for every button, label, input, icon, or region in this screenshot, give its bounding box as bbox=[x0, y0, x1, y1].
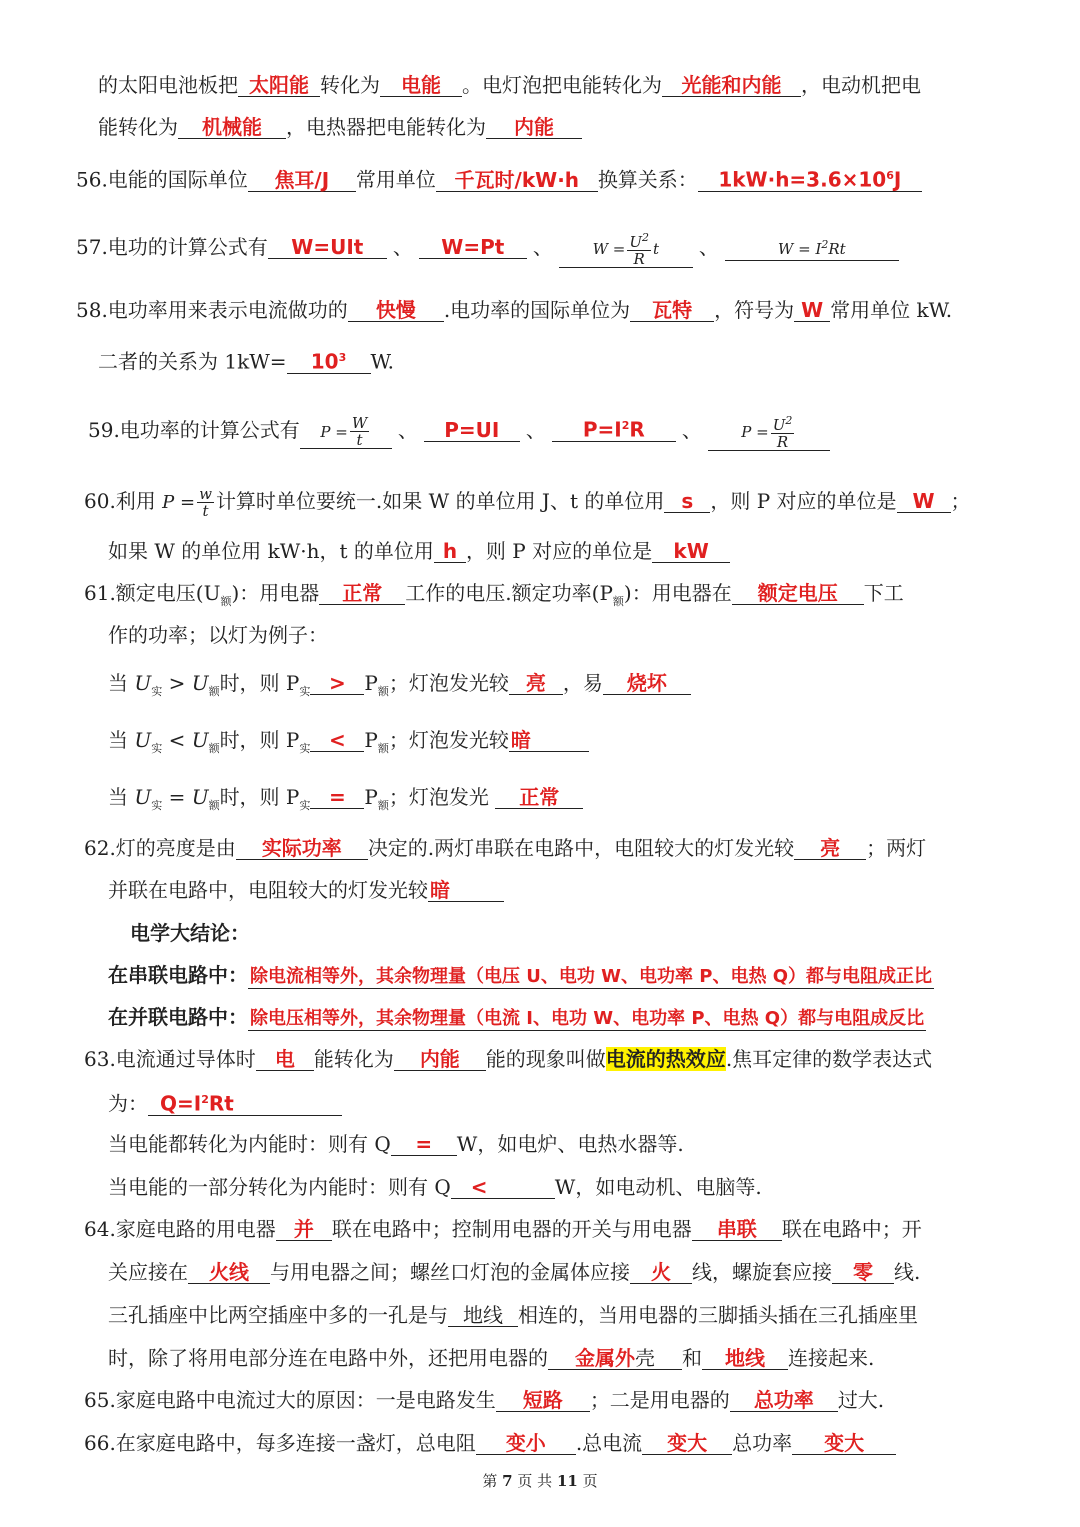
subscript: 实 bbox=[151, 799, 163, 812]
text: 为： bbox=[108, 1091, 148, 1116]
text: ，则 P 对应的单位是 bbox=[465, 539, 653, 563]
formula-text: W = I bbox=[777, 240, 822, 258]
text: 时，则 P bbox=[219, 785, 300, 809]
text-line bbox=[98, 72, 921, 98]
highlighted-term: 电流的热效应 bbox=[605, 1047, 726, 1071]
denominator: R bbox=[776, 433, 789, 451]
denominator: t bbox=[356, 431, 363, 449]
answer-text: J bbox=[893, 167, 902, 192]
answer-blank: 火 bbox=[630, 1261, 692, 1284]
answer-blank: 内能 bbox=[486, 116, 582, 139]
text: ；灯泡发光 bbox=[388, 785, 489, 809]
page-number: 7 bbox=[502, 1472, 513, 1490]
text: ，电动机把电 bbox=[801, 73, 921, 97]
text: 63.电流通过导体时 bbox=[84, 1047, 256, 1071]
text: 当 bbox=[108, 785, 128, 809]
page-footer bbox=[0, 1470, 1080, 1491]
text: ；两灯 bbox=[866, 836, 927, 860]
footer-text: 第 bbox=[482, 1472, 498, 1490]
numerator: w bbox=[199, 485, 212, 503]
answer-blank: 电能 bbox=[380, 74, 462, 97]
question-66 bbox=[84, 1430, 896, 1456]
answer-blank: 亮 bbox=[794, 837, 866, 860]
numerator: U bbox=[772, 416, 786, 434]
answer-blank: = bbox=[391, 1133, 457, 1156]
question-64 bbox=[84, 1216, 922, 1242]
answer-blank: W bbox=[897, 490, 951, 513]
denominator: R bbox=[633, 250, 645, 268]
variable: U bbox=[191, 728, 209, 752]
text: 61.额定电压(U bbox=[84, 581, 221, 605]
text-line bbox=[108, 1131, 684, 1157]
operator: > bbox=[168, 671, 186, 695]
answer-blank: h bbox=[434, 540, 466, 563]
fraction bbox=[350, 415, 369, 448]
subscript: 额 bbox=[220, 595, 232, 608]
text: ，符号为 bbox=[714, 298, 795, 322]
denominator: t bbox=[202, 502, 209, 520]
text-line bbox=[98, 114, 582, 140]
answer-blank: 正常 bbox=[319, 582, 405, 605]
question-63 bbox=[84, 1046, 932, 1072]
answer-text: 金属外 bbox=[575, 1346, 635, 1370]
text: 计算时单位要统一.如果 W 的单位用 J、t 的单位用 bbox=[215, 489, 665, 513]
formula-text: P = bbox=[320, 423, 348, 441]
text: 能转化为 bbox=[313, 1047, 394, 1071]
answer-blank: 并 bbox=[276, 1218, 332, 1241]
superscript: 2 bbox=[785, 414, 793, 427]
text: 联在电路中；控制用电器的开关与用电器 bbox=[331, 1217, 692, 1241]
separator: 、 bbox=[392, 235, 413, 259]
answer-text: R bbox=[629, 418, 645, 442]
condition-line bbox=[108, 784, 583, 819]
formula-blank bbox=[559, 230, 693, 268]
text: 转化为 bbox=[320, 73, 380, 97]
answer-blank: 亮 bbox=[509, 672, 563, 695]
fraction bbox=[197, 486, 214, 519]
answer-blank: 火线 bbox=[188, 1261, 270, 1284]
question-60 bbox=[84, 486, 971, 519]
text-line bbox=[108, 1174, 762, 1200]
text: ，电热器把电能转化为 bbox=[286, 115, 486, 139]
text: ，易 bbox=[562, 671, 603, 695]
answer-blank: 总功率 bbox=[730, 1389, 838, 1412]
formula-text: t bbox=[653, 240, 660, 258]
question-62 bbox=[84, 835, 926, 861]
question-56 bbox=[76, 165, 922, 193]
text: 能的现象叫做 bbox=[485, 1047, 606, 1071]
variable: U bbox=[134, 671, 152, 695]
text: 时，则 P bbox=[219, 728, 300, 752]
text: 换算关系： bbox=[597, 167, 698, 192]
answer-blank bbox=[698, 165, 922, 192]
text: ；二是用电器的 bbox=[589, 1388, 730, 1412]
answer-blank: 暗 bbox=[428, 879, 504, 902]
text: 当 bbox=[108, 728, 128, 752]
text: 64.家庭电路的用电器 bbox=[84, 1217, 276, 1241]
text: .电功率的国际单位为 bbox=[443, 298, 631, 322]
text-line bbox=[108, 1302, 918, 1328]
answer-blank: 地线 bbox=[448, 1304, 518, 1327]
text: ；灯泡发光较 bbox=[388, 728, 509, 752]
text: W，如电炉、电热水器等. bbox=[456, 1132, 684, 1156]
text: 时，则 P bbox=[219, 671, 300, 695]
section-title: 电学大结论： bbox=[130, 921, 250, 945]
answer-blank bbox=[552, 415, 676, 442]
subscript: 实 bbox=[299, 742, 311, 755]
text: 57.电功的计算公式有 bbox=[76, 235, 268, 259]
answer-blank: 除电流相等外，其余物理量（电压 U、电功 W、电功率 P、电热 Q）都与电阻成正比 bbox=[250, 966, 933, 987]
text: 能转化为 bbox=[98, 115, 178, 139]
text: 决定的.两灯串联在电路中，电阻较大的灯发光较 bbox=[367, 836, 795, 860]
text: 和 bbox=[682, 1346, 702, 1370]
text: 线. bbox=[894, 1260, 921, 1284]
text: 二者的关系为 1kW= bbox=[98, 349, 287, 374]
answer-blank: W=UIt bbox=[268, 236, 387, 259]
answer-blank: 实际功率 bbox=[236, 837, 368, 860]
text: 66.在家庭电路中，每多连接一盏灯，总电阻 bbox=[84, 1431, 476, 1455]
separator: 、 bbox=[397, 418, 418, 442]
answer-blank: > bbox=[310, 672, 364, 695]
text-line bbox=[108, 1089, 342, 1117]
text: ；灯泡发光较 bbox=[388, 671, 509, 695]
answer-blank: 地线 bbox=[702, 1347, 788, 1370]
text: 如果 W 的单位用 kW·h，t 的单位用 bbox=[108, 539, 434, 563]
text: P bbox=[364, 785, 378, 809]
answer-blank: 变大 bbox=[642, 1432, 732, 1455]
formula-blank bbox=[725, 234, 899, 261]
text: 常用单位 bbox=[355, 167, 436, 192]
formula-text: P = bbox=[741, 423, 769, 441]
question-65 bbox=[84, 1387, 884, 1413]
footer-text: 页 共 bbox=[517, 1472, 553, 1490]
answer-text: Rt bbox=[208, 1091, 234, 1116]
answer-blank: 焦耳/J bbox=[248, 169, 356, 192]
answer-blank: 太阳能 bbox=[238, 74, 320, 97]
answer-blank: 千瓦时/kW·h bbox=[436, 169, 598, 192]
answer-blank: 瓦特 bbox=[630, 299, 714, 322]
text-line bbox=[108, 538, 730, 564]
superscript: 3 bbox=[338, 351, 347, 364]
answer-blank: 光能和内能 bbox=[662, 74, 801, 97]
text: 当 bbox=[108, 671, 128, 695]
text: 65.家庭电路中电流过大的原因：一是电路发生 bbox=[84, 1388, 496, 1412]
answer-blank: s bbox=[664, 490, 710, 513]
numerator: U bbox=[629, 233, 642, 251]
question-61 bbox=[84, 580, 904, 615]
text: 62.灯的亮度是由 bbox=[84, 836, 236, 860]
separator: 、 bbox=[532, 235, 553, 259]
numerator: W bbox=[351, 414, 368, 432]
conclusion-label: 在串联电路中： bbox=[108, 963, 248, 987]
subscript: 实 bbox=[151, 742, 163, 755]
text: 线，螺旋套应接 bbox=[692, 1260, 832, 1284]
answer-text: 10 bbox=[310, 349, 339, 374]
text: P bbox=[364, 671, 378, 695]
answer-text: P=I bbox=[582, 418, 622, 442]
text: 工作的电压.额定功率(P bbox=[405, 581, 613, 605]
subscript: 额 bbox=[377, 799, 389, 812]
text-line bbox=[108, 1345, 874, 1371]
text: P bbox=[364, 728, 378, 752]
answer-blank: 内能 bbox=[394, 1048, 486, 1071]
text: 总功率 bbox=[732, 1431, 793, 1455]
text: 常用单位 kW. bbox=[830, 298, 953, 322]
text: 60.利用 bbox=[84, 489, 156, 513]
answer-blank: 零 bbox=[832, 1261, 894, 1284]
question-58 bbox=[76, 297, 952, 323]
text: 下工 bbox=[863, 581, 904, 605]
text: 并联在电路中，电阻较大的灯发光较 bbox=[108, 878, 428, 902]
answer-text: 壳 bbox=[635, 1346, 655, 1370]
text: 相连的，当用电器的三脚插头插在三孔插座里 bbox=[518, 1303, 918, 1327]
text: 关应接在 bbox=[108, 1260, 188, 1284]
separator: 、 bbox=[681, 418, 702, 442]
text: )：用电器 bbox=[231, 581, 320, 605]
text: ； bbox=[950, 489, 971, 513]
answer-blank: 机械能 bbox=[178, 116, 286, 139]
answer-text: Q=I bbox=[160, 1091, 202, 1116]
variable: U bbox=[191, 785, 209, 809]
subscript: 实 bbox=[299, 799, 311, 812]
conclusion-series bbox=[108, 962, 934, 989]
subscript: 额 bbox=[612, 595, 624, 608]
answer-blank: 正常 bbox=[495, 786, 583, 809]
text-line bbox=[108, 622, 328, 648]
text: 56.电能的国际单位 bbox=[76, 167, 248, 192]
answer-blank: < bbox=[451, 1176, 555, 1199]
text: 连接起来. bbox=[788, 1346, 875, 1370]
answer-blank: 除电压相等外，其余物理量（电流 I、电功 W、电功率 P、电热 Q）都与电阻成反比 bbox=[250, 1008, 925, 1029]
question-59 bbox=[88, 413, 830, 451]
text-line bbox=[108, 877, 504, 903]
text: 当电能都转化为内能时：则有 Q bbox=[108, 1132, 391, 1156]
separator: 、 bbox=[698, 235, 719, 259]
superscript: 2 bbox=[821, 238, 829, 251]
operator: = bbox=[168, 785, 186, 809]
answer-blank bbox=[287, 347, 371, 374]
operator: < bbox=[168, 728, 186, 752]
fraction bbox=[771, 413, 795, 450]
superscript: 2 bbox=[621, 419, 630, 433]
text: )：用电器在 bbox=[623, 581, 732, 605]
text: 过大. bbox=[837, 1388, 885, 1412]
text: 与用电器之间；螺丝口灯泡的金属体应接 bbox=[270, 1260, 630, 1284]
fraction bbox=[627, 230, 651, 267]
text-line bbox=[98, 347, 394, 375]
superscript: 2 bbox=[201, 1093, 209, 1106]
conclusion-parallel bbox=[108, 1004, 926, 1031]
answer-blank bbox=[148, 1089, 342, 1116]
answer-blank: 快慢 bbox=[348, 299, 444, 322]
answer-blank: 短路 bbox=[496, 1389, 590, 1412]
variable: U bbox=[191, 671, 209, 695]
page-total: 11 bbox=[556, 1472, 578, 1490]
superscript: 2 bbox=[642, 231, 649, 244]
answer-text: 1kW·h=3.6×10 bbox=[718, 167, 887, 192]
formula-text: Rt bbox=[828, 240, 846, 258]
subscript: 实 bbox=[299, 685, 311, 698]
subscript: 实 bbox=[151, 685, 163, 698]
answer-blank: = bbox=[310, 786, 364, 809]
answer-blank: kW bbox=[652, 540, 730, 563]
answer-blank: W bbox=[794, 299, 830, 322]
answer-blank: 暗 bbox=[509, 729, 589, 752]
variable: U bbox=[134, 728, 152, 752]
text: 59.电功率的计算公式有 bbox=[88, 418, 300, 442]
condition-line bbox=[108, 727, 589, 762]
subscript: 额 bbox=[208, 742, 220, 755]
text: .焦耳定律的数学表达式 bbox=[725, 1047, 933, 1071]
answer-blank: 额定电压 bbox=[732, 582, 864, 605]
text: 。电灯泡把电能转化为 bbox=[462, 73, 662, 97]
footer-text: 页 bbox=[582, 1472, 598, 1490]
text: 三孔插座中比两空插座中多的一孔是与 bbox=[108, 1303, 448, 1327]
conclusion-label: 在并联电路中： bbox=[108, 1005, 248, 1029]
answer-blank: W=Pt bbox=[419, 236, 527, 259]
subscript: 额 bbox=[377, 742, 389, 755]
text: 当电能的一部分转化为内能时：则有 Q bbox=[108, 1175, 451, 1199]
text-line bbox=[108, 1259, 920, 1285]
text: ，则 P 对应的单位是 bbox=[710, 489, 897, 513]
subscript: 额 bbox=[377, 685, 389, 698]
answer-blank: 电 bbox=[256, 1048, 314, 1071]
text: W. bbox=[370, 349, 394, 374]
formula-blank bbox=[708, 413, 830, 451]
condition-line bbox=[108, 670, 691, 705]
text: 作的功率；以灯为例子： bbox=[108, 623, 328, 647]
variable: U bbox=[134, 785, 152, 809]
answer-blank: 烧坏 bbox=[603, 672, 691, 695]
separator: 、 bbox=[525, 418, 546, 442]
text: W，如电动机、电脑等. bbox=[554, 1175, 762, 1199]
subscript: 额 bbox=[208, 799, 220, 812]
answer-blank: 变小 bbox=[476, 1432, 576, 1455]
answer-blank: P=UI bbox=[424, 419, 520, 442]
text: 时，除了将用电部分连在电路中外，还把用电器的 bbox=[108, 1346, 548, 1370]
text: .总电流 bbox=[575, 1431, 643, 1455]
text: 的太阳电池板把 bbox=[98, 73, 238, 97]
superscript: 6 bbox=[886, 169, 894, 182]
text: 58.电功率用来表示电流做功的 bbox=[76, 298, 348, 322]
formula-text: W = bbox=[592, 240, 626, 258]
answer-blank: < bbox=[310, 729, 364, 752]
answer-blank bbox=[548, 1347, 682, 1370]
subscript: 额 bbox=[208, 685, 220, 698]
answer-blank: 串联 bbox=[692, 1218, 782, 1241]
text: 联在电路中；开 bbox=[781, 1217, 922, 1241]
question-57 bbox=[76, 230, 899, 268]
answer-blank: 变大 bbox=[792, 1432, 896, 1455]
formula-blank bbox=[300, 415, 392, 449]
formula-text: P = bbox=[162, 492, 196, 513]
